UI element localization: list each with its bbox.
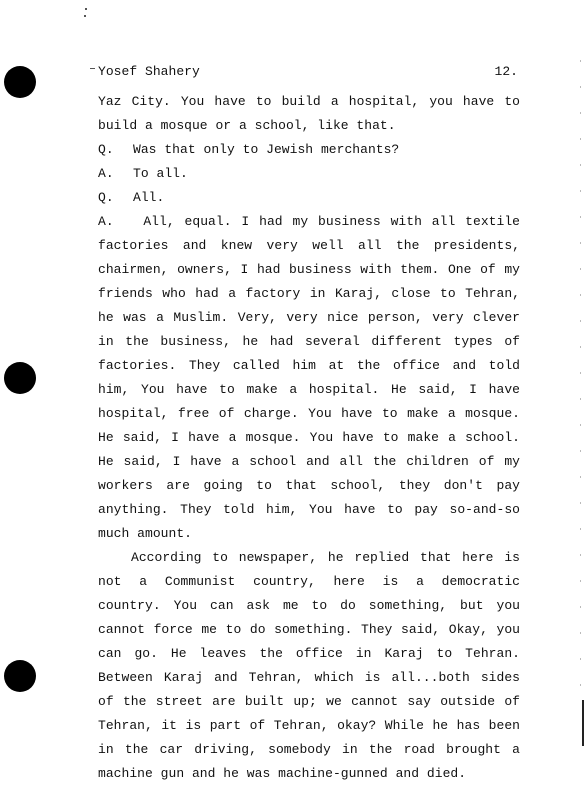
qa-exchange <box>98 162 520 186</box>
scan-speck <box>90 68 95 69</box>
page-edge-line <box>582 700 584 746</box>
page-edge-marks <box>580 60 581 700</box>
page-number: 12. <box>494 64 518 79</box>
answer-text: To all. <box>133 166 188 181</box>
question-text: All. <box>133 190 165 205</box>
transcript-page <box>98 60 520 786</box>
scan-speck <box>85 8 87 10</box>
answer-text: All, equal. I had my business with all textile factories and knew very well all the presidents, chairmen, owners, I had business with them. One of my friends who had a factory in Karaj, close to Tehran, he was a Muslim. Very, very nice person, very clever in the business, he had several different types of factories. They called him at the office and told him, You have to make a hospital. He said, I have hospital, free of charge. You have to make a mosque. He said, I have a mosque. You have to make a school. He said, I have a school and all the children of my workers are going to that school, they don't pay anything. They told him, You have to pay so-and-so much amount. <box>98 214 520 541</box>
narrative-paragraph: According to newspaper, he replied that here is not a Communist country, here is a democratic country. You can ask me to do something, but you cannot force me to do something. They said, Okay, you can go. He leaves the office in Karaj to Tehran. Between Karaj and Tehran, which is all...both sides of the street are built up; we cannot say outside of Tehran, it is part of Tehran, okay? While he has been in the car driving, somebody in the road brought a machine gun and he was machine-gunned and died. <box>98 550 520 781</box>
answer-paragraph <box>98 210 520 546</box>
scan-speck <box>84 15 86 17</box>
binder-hole-bottom <box>4 660 36 692</box>
paragraph-continuation: Yaz City. You have to build a hospital, you have to build a mosque or a school, like that. <box>98 94 520 133</box>
binder-hole-middle <box>4 362 36 394</box>
qa-exchange <box>98 138 520 162</box>
qa-exchange <box>98 186 520 210</box>
speaker-label: Q. <box>98 190 114 205</box>
speaker-label: A. <box>98 166 114 181</box>
speaker-label: Q. <box>98 142 114 157</box>
interviewee-name: Yosef Shahery <box>98 64 200 79</box>
page-header <box>98 60 520 90</box>
binder-hole-top <box>4 66 36 98</box>
question-text: Was that only to Jewish merchants? <box>133 142 400 157</box>
speaker-label: A. <box>98 214 114 229</box>
